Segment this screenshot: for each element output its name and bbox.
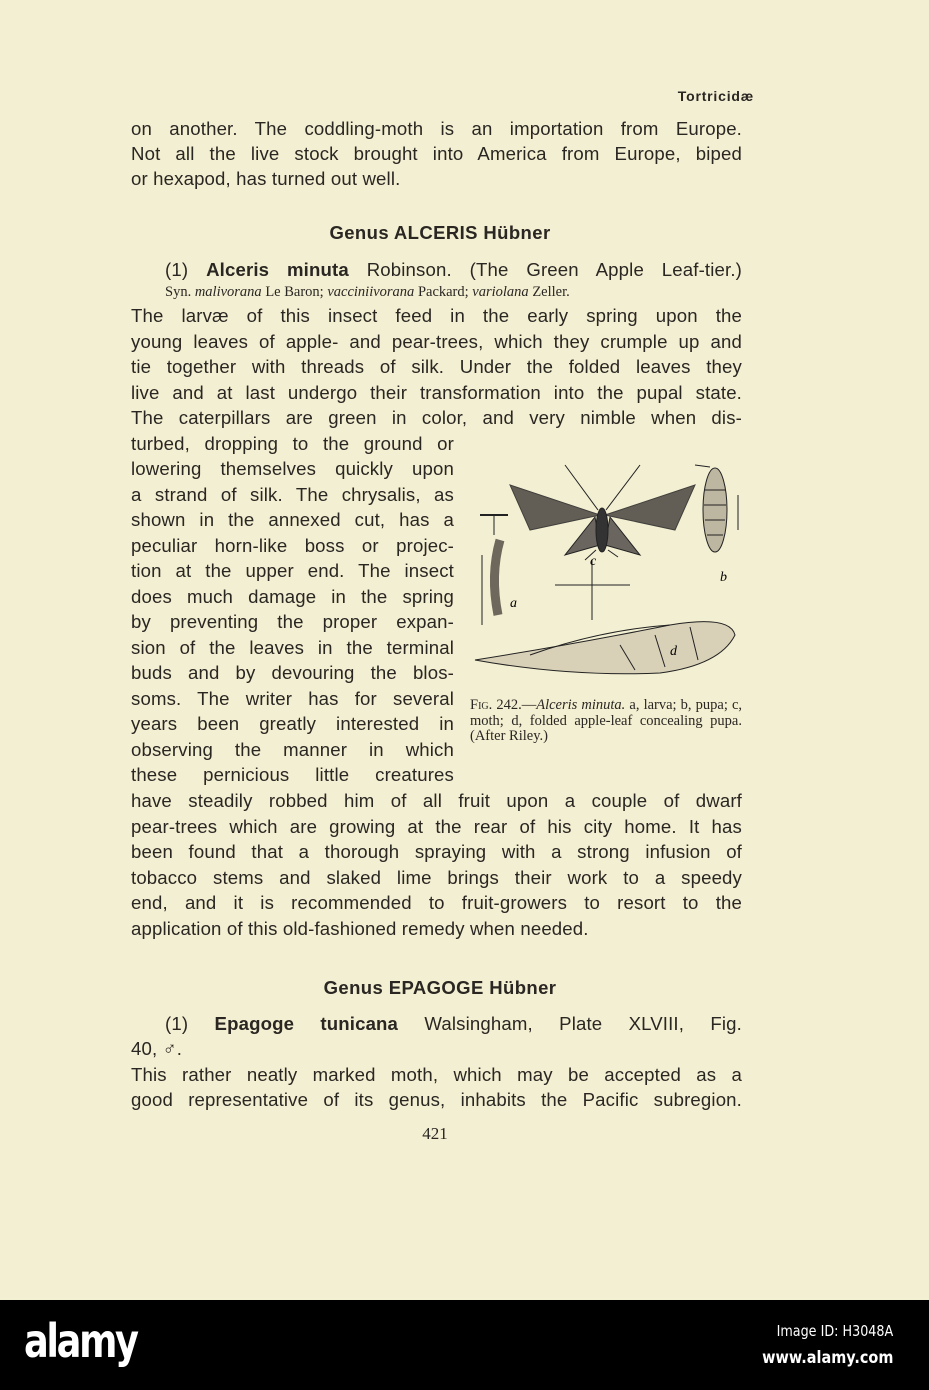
species-line-epagoge — [165, 1013, 742, 1035]
caption-text: a, larva; b, pupa; c, moth; d, folded apple-leaf concealing pupa. (After Riley.) — [470, 697, 743, 744]
text-line: on another. The coddling-moth is an importation from Europe. — [131, 118, 742, 139]
syn-label: Syn. — [165, 284, 192, 300]
text-line: a strand of silk. The chrysalis, as — [131, 483, 454, 505]
synonymy-line — [165, 284, 570, 301]
figure-label-d: d — [670, 644, 677, 659]
species-author: Walsingham, Plate XLVIII, Fig. — [424, 1013, 742, 1034]
text-line: years been greatly interested in — [131, 713, 454, 734]
species-number: (1) — [165, 259, 189, 280]
synonym-author: Le Baron; — [265, 284, 324, 300]
genus-heading-epagoge: Genus EPAGOGE Hübner — [323, 977, 557, 998]
text-line: tion at the upper end. The insect — [131, 560, 454, 581]
text-line: lowering themselves quickly upon — [131, 458, 454, 479]
text-line: these pernicious little creatures — [131, 764, 454, 785]
synonym-author: Packard; — [417, 284, 469, 300]
larva-drawing — [480, 515, 508, 625]
text-line: tie together with threads of silk. Under the folded leaves they — [131, 356, 742, 377]
species-name: Epagoge tunicana — [214, 1013, 399, 1034]
text-line: The caterpillars are green in color, and very nimble when dis- — [131, 407, 742, 428]
image-id: Image ID: H3048A — [776, 1322, 893, 1340]
text-line: buds and by devouring the blos- — [131, 662, 454, 683]
figure-label-a: a — [510, 596, 517, 611]
caption-fig-label: Fig. — [470, 697, 493, 713]
text-line: peculiar horn-like boss or projec- — [131, 534, 454, 556]
species-number: (1) — [165, 1013, 189, 1034]
synonym: variolana — [472, 284, 529, 300]
caption-number: 242.— — [496, 697, 537, 713]
text-line: observing the manner in which — [131, 738, 454, 760]
text-line: 40, ♂. — [131, 1038, 183, 1059]
site-url: www.alamy.com — [761, 1348, 893, 1368]
figure-label-c: c — [590, 554, 597, 569]
text-line: good representative of its genus, inhabits the Pacific subregion. — [131, 1089, 742, 1110]
watermark-bar — [0, 1300, 929, 1390]
text-line: The larvæ of this insect feed in the early spring upon the — [131, 305, 742, 326]
text-line: sion of the leaves in the terminal — [131, 636, 454, 658]
pupa-drawing — [695, 465, 738, 552]
synonym: malivorana — [194, 284, 262, 300]
text-line: does much damage in the spring — [131, 585, 454, 607]
genus-heading-alceris: Genus ALCERIS Hübner — [329, 222, 551, 243]
text-line: tobacco stems and slaked lime brings their work to a speedy — [131, 866, 742, 888]
running-head: Tortricidæ — [677, 88, 754, 104]
species-author: Robinson. (The Green Apple Leaf-tier.) — [366, 259, 742, 280]
text-line: shown in the annexed cut, has a — [131, 509, 454, 530]
figure-caption — [470, 698, 742, 745]
page-number: 421 — [422, 1124, 448, 1143]
synonym: vacciniivorana — [327, 284, 415, 300]
synonym-author: Zeller. — [532, 284, 570, 300]
scale-cross — [555, 560, 630, 620]
text-line: end, and it is recommended to fruit-growers to resort to the — [131, 892, 742, 913]
caption-species: Alceris minuta. — [536, 697, 626, 713]
text-line: Not all the live stock brought into America from Europe, biped — [131, 143, 742, 164]
text-line: soms. The writer has for several — [131, 687, 454, 709]
text-line: This rather neatly marked moth, which may be accepted as a — [131, 1064, 742, 1085]
text-line: been found that a thorough spraying with a strong infusion of — [131, 841, 742, 862]
text-line: young leaves of apple- and pear-trees, which they crumple up and — [131, 330, 742, 352]
text-line: or hexapod, has turned out well. — [131, 168, 401, 189]
alamy-logo: alamy — [24, 1314, 137, 1368]
figure-label-b: b — [720, 570, 727, 585]
species-line-alceris — [165, 259, 742, 281]
text-line: pear-trees which are growing at the rear of his city home. It has — [131, 815, 742, 837]
text-line: live and at last undergo their transformation into the pupal state. — [131, 381, 742, 403]
text-line: application of this old-fashioned remedy when needed. — [131, 917, 589, 939]
folded-leaf-drawing — [475, 622, 735, 674]
moth-drawing — [510, 465, 695, 560]
figure-242-illustration — [470, 455, 745, 695]
species-name: Alceris minuta — [206, 259, 349, 280]
text-line: have steadily robbed him of all fruit upon a couple of dwarf — [131, 790, 742, 811]
text-line: turbed, dropping to the ground or — [131, 432, 454, 454]
text-line: by preventing the proper expan- — [131, 611, 454, 632]
